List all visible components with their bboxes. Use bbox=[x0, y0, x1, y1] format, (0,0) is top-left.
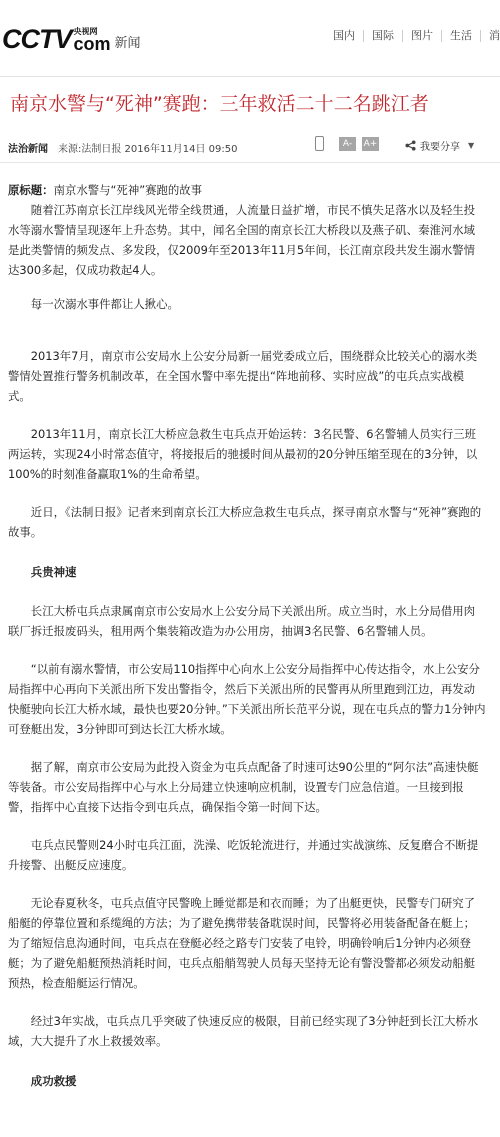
share-icon bbox=[405, 140, 416, 151]
article-source bbox=[8, 140, 237, 155]
article-paragraph: “以前有溺水警情，市公安局110指挥中心向水上公安分局指挥中心传达指令，水上公安分局指挥中心再向下关派出所下发出警指令，然后下关派出所的民警再从所里跑到江边，再发动快艇驶向长江大桥水域，最快也要20分钟。”下关派出所长范平分说，现在屯兵点的警力1分钟内可登艇出发，3分钟即可到达长江大桥水域。 bbox=[8, 662, 486, 736]
font-smaller-button[interactable]: A- bbox=[339, 137, 356, 151]
article-body bbox=[8, 180, 486, 1091]
article-paragraph: 长江大桥屯兵点隶属南京市公安局水上公安分局下关派出所。成立当时，水上分局借用肉联厂拆迁报废码头，租用两个集装箱改造为办公用房，抽调3名民警、6名警辅人员。 bbox=[8, 604, 476, 638]
logo-stack bbox=[74, 28, 111, 53]
nav-item-consumer[interactable]: 消 bbox=[480, 30, 500, 42]
mobile-view-icon[interactable] bbox=[315, 136, 324, 151]
chevron-down-icon: ▼ bbox=[468, 141, 475, 150]
top-bar bbox=[0, 0, 500, 77]
article-paragraph: 无论春夏秋冬，屯兵点值守民警晚上睡觉都是和衣而睡；为了出艇更快，民警专门研究了船艇的停靠位置和系缆绳的方法；为了避免携带装备耽误时间，民警将必用装备配备在艇上；为了缩短信息沟通时间，屯兵点在登艇必经之路专门安装了电铃，明确铃响后1分钟内必须登艇；为了避免船艇预热消耗时间，屯兵点船艄驾驶人员每天坚持无论有警没警都必须发动船艇预热，检查船艇运行情况。 bbox=[8, 896, 476, 990]
logo-news-text: 新闻 bbox=[114, 36, 141, 51]
article-paragraph: 2013年11月，南京长江大桥应急救生屯兵点开始运转：3名民警、6名警辅人员实行三班两运转，实现24小时常态值守，将接报后的驰援时间从最初的20分钟压缩至现在的3分钟，以100%的时刻准备赢取1%的生命希望。 bbox=[8, 427, 478, 481]
logo-yangshi-text: 央视网 bbox=[73, 27, 98, 36]
article-paragraph: 近日，《法制日报》记者来到南京长江大桥应急救生屯兵点，探寻南京水警与“死神”赛跑的故事。 bbox=[8, 505, 482, 539]
share-label: 我要分享 bbox=[420, 142, 460, 153]
logo-com-text: com bbox=[73, 34, 111, 54]
summary-text: 南京水警与“死神”赛跑的故事 bbox=[53, 183, 203, 197]
font-larger-button[interactable]: A+ bbox=[363, 139, 378, 149]
share-button[interactable] bbox=[405, 138, 474, 153]
summary-label: 原标题： bbox=[8, 183, 54, 197]
article-paragraphs bbox=[8, 200, 486, 1091]
article-title: 南京水警与“死神”赛跑：三年救活二十二名跳江者 bbox=[10, 93, 429, 115]
nav-item-life[interactable]: 生活 bbox=[441, 30, 480, 42]
article-paragraph: 2013年7月，南京市公安局水上公安分局新一届党委成立后，围绕群众比较关心的溺水类警情处置推行警务机制改革，在全国水警中率先提出“阵地前移、实时应战”的屯兵点实战模式。 bbox=[8, 349, 478, 403]
cctv-news-logo[interactable] bbox=[2, 26, 141, 53]
article-paragraph: 经过3年实战，屯兵点几乎突破了快速反应的极限，目前已经实现了3分钟赶到长江大桥水域，大大提升了水上救援效率。 bbox=[8, 1014, 479, 1048]
nav-item-international[interactable]: 国际 bbox=[363, 30, 402, 42]
article-paragraph: 屯兵点民警则24小时屯兵江面，洗澡、吃饭轮流进行，并通过实战演练、反复磨合不断提升接警、出艇反应速度。 bbox=[8, 838, 479, 872]
article-paragraph: 每一次溺水事件都让人揪心。 bbox=[30, 297, 179, 311]
section-heading: 成功救援 bbox=[30, 1074, 77, 1088]
logo-cctv-text: CCTV bbox=[2, 24, 72, 54]
nav-item-pictures[interactable]: 图片 bbox=[402, 30, 441, 42]
article-paragraph: 据了解，南京市公安局为此投入资金为屯兵点配备了时速可达90公里的“阿尔法”高速快艇等装备。市公安局指挥中心与水上分局建立快速响应机制，设置专门应急信道。一旦接到报警，指挥中心直接下达指令到屯兵点，确保指令第一时间下达。 bbox=[8, 760, 479, 814]
article-meta-bar bbox=[0, 132, 500, 163]
section-heading: 兵贵神速 bbox=[30, 565, 77, 579]
article-paragraph: 随着江苏南京长江岸线风光带全线贯通，人流量日益扩增，市民不慎失足落水以及轻生投水等溺水警情呈现逐年上升态势。其中，闻名全国的南京长江大桥段以及燕子矶、秦淮河水域是此类警情的频发点、多发段，仅2009年至2013年11月5年间，长江南京段共发生溺水警情达300多起，仅成功救起4人。 bbox=[8, 203, 476, 277]
source-column[interactable]: 法治新闻 bbox=[8, 144, 48, 155]
channel-nav bbox=[325, 30, 500, 42]
source-meta: 来源:法制日报 2016年11月14日 09:50 bbox=[58, 144, 238, 155]
nav-item-domestic[interactable]: 国内 bbox=[333, 29, 355, 42]
article-summary bbox=[8, 180, 486, 200]
